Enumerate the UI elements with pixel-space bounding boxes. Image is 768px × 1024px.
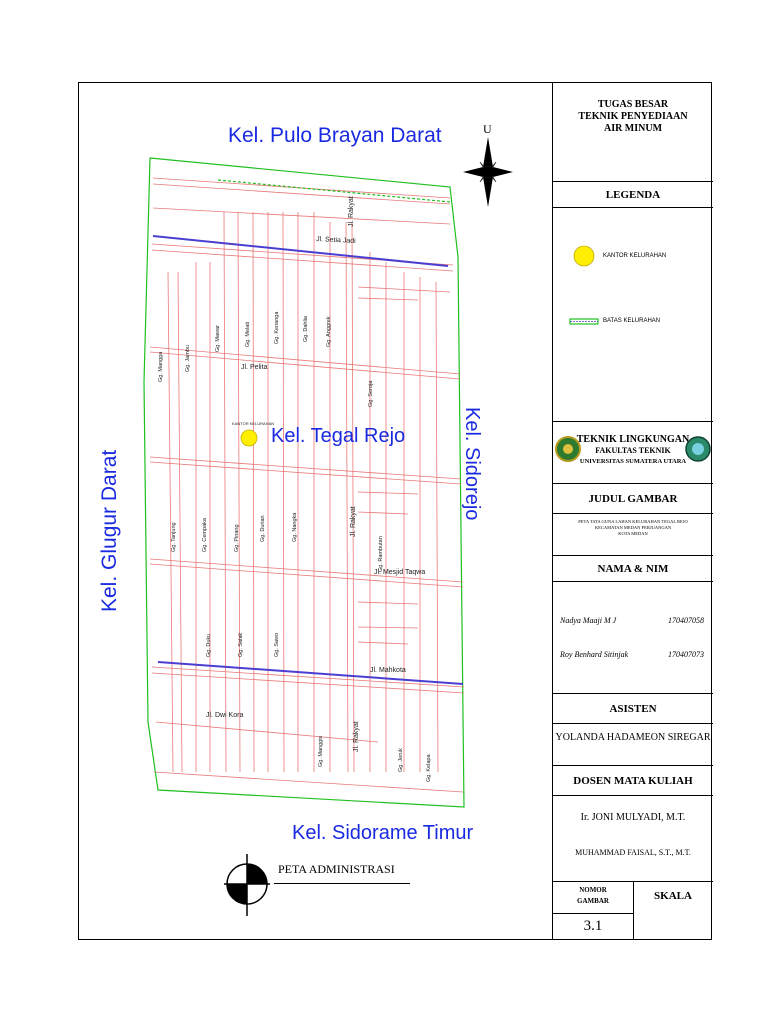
student-name: Nadya Maaji M J [560, 616, 617, 625]
institution-line: TEKNIK LINGKUNGAN [576, 434, 690, 445]
lecturer-heading [553, 766, 713, 796]
alley-label: Gg. Jeruk [398, 748, 404, 772]
number-scale-block [553, 882, 713, 940]
number-heading-line: NOMOR [579, 886, 607, 894]
drawing-title-heading [553, 484, 713, 514]
drawing-title-line: KOTA MEDAN [618, 531, 648, 536]
assistant-heading [553, 694, 713, 724]
label-east-area: Kel. Sidorejo [461, 407, 483, 521]
legend-heading-text: LEGENDA [605, 189, 661, 201]
drawing-title-line: PETA TATA GUNA LAHAN KELURAHAN TEGAL REJO [578, 519, 688, 524]
map-area [78, 82, 552, 940]
street-network [150, 178, 464, 792]
institution-block [553, 422, 713, 484]
project-title-line: AIR MINUM [603, 123, 663, 134]
alley-label: Gg. Nangka [292, 512, 298, 542]
green-line-icon [569, 317, 599, 327]
street-label: Jl. Mesjid Taqwa [374, 569, 426, 576]
alley-label: Gg. Anggrek [326, 316, 332, 347]
street-label: Jl. Rakyat [353, 721, 360, 752]
alley-label: Gg. Seroja [368, 380, 374, 407]
assistant-body [553, 724, 713, 766]
alley-label: Gg. Melati [245, 321, 251, 347]
alley-label: Gg. Durian [260, 515, 266, 542]
drawing-title-line: KECAMATAN MEDAN PERJUANGAN [594, 525, 672, 530]
label-south-area: Kel. Sidorame Timur [292, 822, 474, 844]
students-block [553, 582, 713, 694]
street-label: Jl. Mahkota [370, 667, 406, 674]
yellow-circle-icon [573, 245, 595, 267]
alley-label: Gg. Jambu [185, 345, 191, 372]
alley-label: Gg. Pinang [234, 524, 240, 552]
quadrant-symbol-icon [224, 848, 270, 920]
number-heading-line: GAMBAR [577, 897, 609, 905]
street-label: Jl. Setia Jadi [315, 235, 356, 246]
label-north-area: Kel. Pulo Brayan Darat [228, 124, 442, 147]
student-nim: 170407073 [668, 650, 704, 659]
alley-label: Gg. Tanjung [171, 522, 177, 552]
lecturer-name: MUHAMMAD FAISAL, S.T., M.T. [575, 848, 691, 857]
alley-label: Gg. Mawar [215, 325, 221, 352]
drawing-title-body [553, 514, 713, 556]
north-arrow-icon [463, 137, 513, 207]
project-title-line: TEKNIK PENYEDIAAN [578, 111, 688, 122]
name-heading-text: NAMA & NIM [597, 563, 669, 575]
number-heading-divider [553, 913, 633, 914]
scale-heading: SKALA [654, 890, 692, 902]
project-title-block [553, 82, 713, 182]
legend-item-label: BATAS KELURAHAN [603, 318, 661, 324]
institution-text [573, 434, 693, 467]
lecturer-name: Ir. JONI MULYADI, M.T. [580, 812, 686, 823]
street-label: Jl. Dwi Kora [206, 712, 244, 719]
legend-body [553, 208, 713, 422]
number-heading [553, 885, 633, 907]
map-title-underline [274, 883, 410, 884]
assistant-name: YOLANDA HADAMEON SIREGAR [555, 732, 711, 743]
alley-label: Gg. Sawo [274, 632, 280, 657]
alley-label: Gg. Manggis [318, 735, 324, 767]
main-roads [153, 236, 463, 684]
label-center-area: Kel. Tegal Rejo [271, 425, 406, 447]
alley-label: Gg. Kenanga [274, 311, 280, 344]
legend-item-label: KANTOR KELURAHAN [603, 253, 667, 259]
alley-label: Gg. Rambutan [378, 536, 384, 572]
lecturer-body [553, 796, 713, 882]
alley-label: Gg. Cempaka [202, 518, 208, 552]
alley-label: Gg. Duku [206, 633, 212, 657]
institution-line: FAKULTAS TEKNIK [595, 446, 671, 455]
alley-label: Gg. Mangga [158, 351, 164, 382]
assistant-heading-text: ASISTEN [609, 703, 657, 715]
street-label: Jl. Rakyat [350, 506, 357, 537]
label-west-area: Kel. Glugur Darat [98, 449, 121, 612]
project-title-line: TUGAS BESAR [597, 99, 669, 110]
title-block-panel [552, 82, 712, 940]
student-nim: 170407058 [668, 616, 704, 625]
lecturer-heading-text: DOSEN MATA KULIAH [573, 775, 693, 787]
legend-heading [553, 182, 713, 208]
drawing-title-heading-text: JUDUL GAMBAR [588, 493, 678, 505]
kelurahan-boundary [144, 158, 464, 807]
institution-line: UNIVERSITAS SUMATERA UTARA [579, 458, 687, 465]
student-name: Roy Benhard Sitinjak [560, 650, 629, 659]
north-arrow-letter: U [483, 122, 492, 136]
office-marker-icon [241, 430, 257, 446]
map-title: PETA ADMINISTRASI [278, 862, 395, 876]
alley-label: Gg. Kelapa [426, 754, 432, 782]
name-heading [553, 556, 713, 582]
office-marker-label: KANTOR KELURAHAN [232, 421, 275, 426]
street-label: Jl. Pelita [241, 364, 268, 371]
number-value: 3.1 [583, 918, 603, 934]
alley-label: Gg. Dahlia [303, 316, 309, 342]
street-label: Jl. Rakyat [348, 196, 355, 227]
alley-label: Gg. Salak [238, 632, 244, 657]
